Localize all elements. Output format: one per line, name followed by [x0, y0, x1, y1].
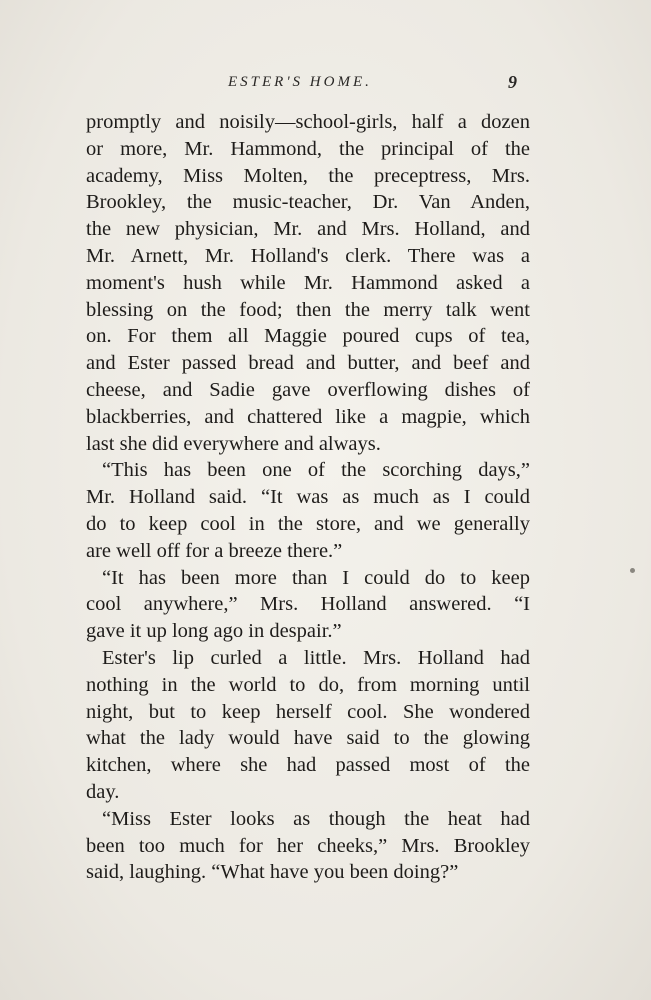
text-line: Mr. Holland said. “It was as much as I could — [86, 486, 530, 509]
text-line: “Miss Ester looks as though the heat had — [102, 807, 530, 830]
text-line: what the lady would have said to the glowing — [86, 727, 530, 750]
text-line: moment's hush while Mr. Hammond asked a — [86, 271, 530, 294]
page-number: 9 — [508, 72, 517, 92]
text-line: cheese, and Sadie gave overflowing dishes of — [86, 378, 530, 401]
text-line: and Ester passed bread and butter, and beef and — [86, 352, 530, 375]
text-line: nothing in the world to do, from morning until — [86, 673, 530, 696]
text-line: said, laughing. “What have you been doing?” — [86, 861, 459, 884]
body-text — [86, 109, 530, 886]
running-title: ESTER'S HOME. — [228, 74, 372, 90]
text-line: blackberries, and chattered like a magpie, which — [86, 405, 530, 428]
text-line: promptly and noisily—school-girls, half a dozen — [86, 111, 530, 133]
text-line: are well off for a breeze there.” — [86, 539, 343, 562]
text-line: last she did everywhere and always. — [86, 432, 381, 455]
text-line: academy, Miss Molten, the preceptress, Mrs. — [86, 164, 530, 187]
text-line: “It has been more than I could do to keep — [102, 566, 530, 589]
text-line: cool anywhere,” Mrs. Holland answered. “I — [86, 593, 530, 616]
text-line: blessing on the food; then the merry talk went — [86, 298, 530, 321]
text-line: Mr. Arnett, Mr. Holland's clerk. There was a — [86, 244, 530, 267]
text-line: Brookley, the music-teacher, Dr. Van Anden, — [86, 191, 530, 214]
running-head — [0, 74, 651, 98]
text-line: Ester's lip curled a little. Mrs. Holland had — [102, 646, 530, 669]
text-line: been too much for her cheeks,” Mrs. Brookley — [86, 834, 530, 857]
text-line: gave it up long ago in despair.” — [86, 620, 342, 643]
paper-speck — [630, 568, 635, 573]
text-line: on. For them all Maggie poured cups of tea, — [86, 325, 530, 348]
text-line: or more, Mr. Hammond, the principal of the — [86, 137, 530, 160]
text-line: the new physician, Mr. and Mrs. Holland, and — [86, 218, 530, 241]
text-line: do to keep cool in the store, and we generally — [86, 512, 530, 535]
text-line: “This has been one of the scorching days,” — [102, 459, 530, 482]
text-line: night, but to keep herself cool. She wondered — [86, 700, 530, 723]
text-line: day. — [86, 780, 120, 803]
text-line: kitchen, where she had passed most of the — [86, 754, 530, 777]
